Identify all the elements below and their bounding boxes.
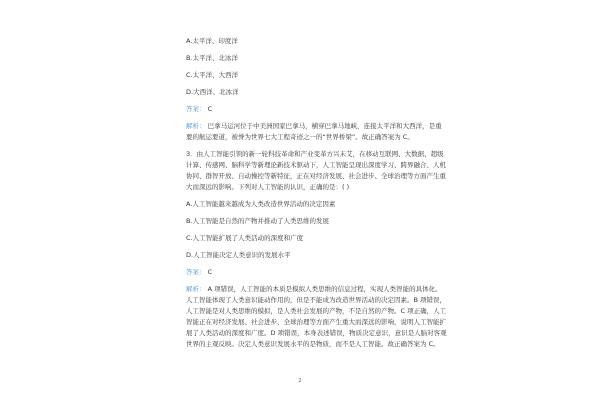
q2-answer-label: 答案： <box>186 105 206 113</box>
q2-explain-label: 解析： <box>186 122 206 130</box>
q2-explain-text: 巴拿马运河位于中美洲国家巴拿马，横穿巴拿马地峡，连接太平洋和大西洋，是重要的航运要道，被誉为世界七大工程奇迹之一的“世界桥梁”。故正确答案为 C。 <box>186 122 442 141</box>
q2-answer-value: C <box>207 105 213 113</box>
q3-explanation <box>186 284 448 350</box>
q3-answer-label: 答案： <box>186 268 206 276</box>
q2-explanation <box>186 121 448 143</box>
q2-option-a: A.太平洋、印度洋 <box>186 37 238 45</box>
q3-option-a: A.人工智能越来越成为人类改造世界活动的决定因素 <box>186 200 336 208</box>
q3-stem: 3．由人工智能引领的新一轮科技革命和产业变革方兴未艾，在移动互联网、大数据、超级计算、传感网、脑科学等新理论新技术驱动下，人工智能呈现出深度学习、跨界融合、人机协同、群智开放、自动操控等新特征，正在对经济发展、社会进步、全球治理等方面产生重大而深远的影响。下列对人工智能的认识，正确的是：( ) <box>186 150 446 191</box>
q3-option-b: B.人工智能是自然的产物并推动了人类思维的发展 <box>186 217 330 225</box>
q2-option-d: D.大西洋、北冰洋 <box>186 88 239 96</box>
q2-option-b: B.太平洋、北冰洋 <box>186 54 239 62</box>
q3-answer <box>186 267 540 277</box>
q3-explain-label: 解析： <box>186 285 206 293</box>
q2-option-c: C.太平洋、大西洋 <box>186 71 239 79</box>
q2-answer <box>186 104 540 114</box>
q3-explain-text: A 项错误，人工智能的本质是模拟人类思维的信息过程，实现人类智能的具体化。人工智能体现了人类意识能动作用的，但是不能成为改造世界活动的决定因素。B 项错误，人工智能是对人类思维的模拟，是人类社会发展的产物，不是自然的产物。C 项正确，人工智能正在对经济发展、社会进步、全球治理等方面产生重大而深远的影响，说明人工智能扩展了人类活动的深度和广度。D 项错误，本身表述错误，物质决定意识，意识是人脑对客观世界的主观反映。决定人类意识发展水平的是物质，而不是人工智能。故正确答案为 C。 <box>186 285 447 348</box>
page-number: 2 <box>298 378 302 384</box>
q3-option-c: C.人工智能扩展了人类活动的深度和广度 <box>186 234 304 242</box>
q3-option-d: D.人工智能决定人类意识的发展水平 <box>186 251 291 259</box>
q3-answer-value: C <box>207 268 213 276</box>
